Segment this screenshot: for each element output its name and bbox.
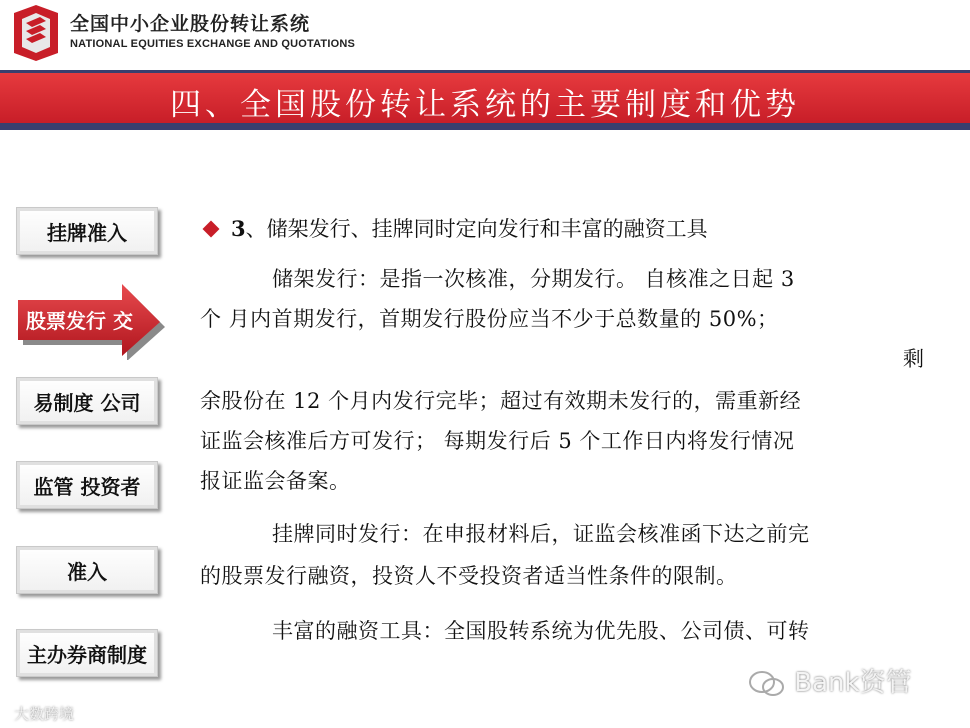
paragraph-line: 余股份在 12 个月内发行完毕；超过有效期未发行的，需重新经 [200, 389, 802, 413]
watermark-right [748, 662, 912, 699]
section-heading-text: 、储架发行、挂牌同时定向发行和丰富的融资工具 [245, 217, 708, 241]
paragraph-line: 证监会核准后方可发行； 每期发行后 5 个工作日内将发行情况 [200, 429, 795, 453]
nav-item-access[interactable]: 准入 [16, 546, 158, 594]
nav-item-regulation[interactable]: 监管 投资者 [16, 461, 158, 509]
title-bar [0, 73, 970, 123]
wechat-icon [748, 669, 786, 699]
nav-item-stock-issuance-label: 股票发行 交 [26, 309, 133, 333]
paragraph-line: 个 月内首期发行，首期发行股份应当不少于总数量的 50%； [200, 307, 779, 331]
nav-item-trading-system[interactable]: 易制度 公司 [16, 377, 158, 425]
paragraph-line: 储架发行：是指一次核准，分期发行。 自核准之日起 3 [272, 267, 795, 291]
nav-item-sponsor-broker[interactable]: 主办券商制度 [16, 629, 158, 677]
paragraph-line: 丰富的融资工具：全国股转系统为优先股、公司债、可转 [272, 619, 810, 643]
paragraph-line: 挂牌同时发行：在申报材料后，证监会核准函下达之前完 [272, 522, 810, 546]
paragraph-line: 报证监会备案。 [200, 469, 351, 493]
brand-name-cn: 全国中小企业股份转让系统 [70, 13, 311, 35]
nav-item-stock-issuance[interactable] [16, 284, 166, 360]
paragraph-line: 的股票发行融资，投资人不受投资者适当性条件的限制。 [200, 564, 738, 588]
neeq-logo-icon [10, 5, 62, 61]
paragraph-line: 剩 [903, 347, 925, 371]
header [0, 0, 970, 70]
brand-name-en: NATIONAL EQUITIES EXCHANGE AND QUOTATIONS [70, 38, 356, 50]
bullet-diamond-icon [203, 221, 220, 238]
watermark-right-text: Bank资管 [794, 668, 912, 698]
nav-item-listing-access[interactable]: 挂牌准入 [16, 207, 158, 255]
section-number: 3 [231, 216, 246, 241]
title-underline [0, 123, 970, 130]
section-heading [200, 213, 708, 243]
page-title: 四、全国股份转让系统的主要制度和优势 [170, 87, 800, 123]
watermark-left: 大数跨境 [14, 705, 75, 723]
